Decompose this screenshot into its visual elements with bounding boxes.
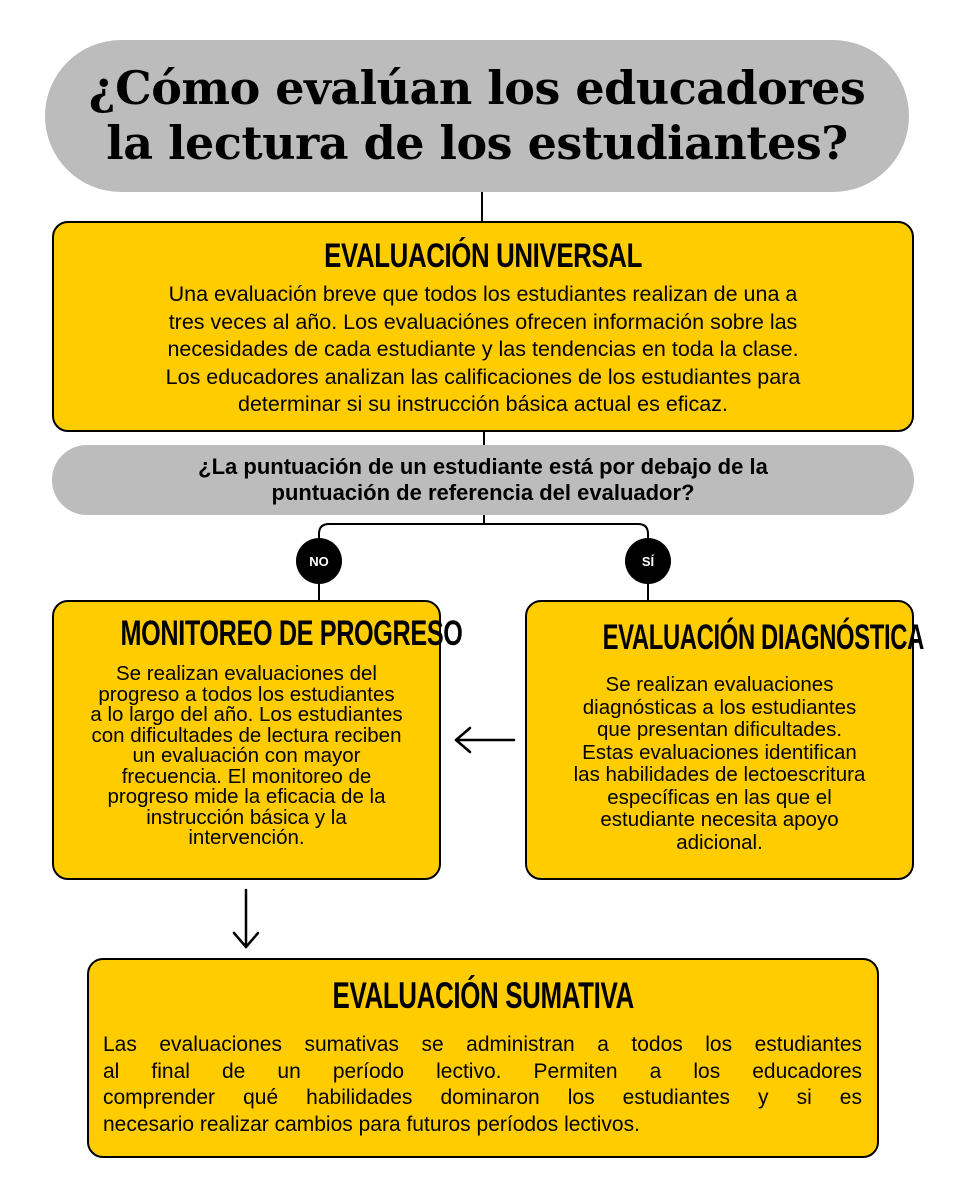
monitoreo-box — [52, 600, 463, 880]
monitoreo-text-line: progreso a todos los estudiantes — [98, 682, 395, 706]
sumativa-text-line: Las evaluaciones sumativas se administran a todos los estudiantes — [103, 1033, 862, 1056]
diagnostica-text-line: Se realizan evaluaciones — [605, 673, 834, 696]
monitoreo-text-line: intervención. — [188, 826, 305, 849]
universal-text-line: necesidades de cada estudiante y las tendencias en toda la clase. — [167, 337, 799, 361]
diagnostica-text-line: que presentan dificultades. — [596, 718, 843, 741]
monitoreo-text-line: Se realizan evaluaciones del — [116, 662, 377, 685]
universal-text-line: Los educadores analizan las calificaciones de los estudiantes para — [165, 364, 801, 389]
diagnostica-text-line: diagnósticas a los estudiantes — [582, 695, 857, 719]
title-line-2: la lectura de los estudiantes? — [106, 116, 848, 170]
sumativa-text-line: comprender qué habilidades dominaron los estudiantes y si es — [103, 1086, 862, 1109]
monitoreo-text-line: instrucción básica y la — [146, 805, 347, 829]
monitoreo-heading: MONITOREO DE PROGRESO — [120, 614, 463, 653]
diagnostica-text-line: adicional. — [676, 830, 763, 854]
arrow-down-icon — [234, 890, 258, 947]
connector-branch — [319, 524, 648, 547]
diagnostica-box — [525, 600, 924, 880]
universal-text-line: Una evaluación breve que todos los estudiantes realizan de una a — [168, 282, 798, 306]
diagnostica-text-line: las habilidades de lectoescritura — [573, 763, 866, 786]
universal-text-line: tres veces al año. Los evaluaciónes ofrecen información sobre las — [168, 309, 798, 334]
sumativa-text-line: al final de un período lectivo. Permiten a los educadores — [103, 1059, 862, 1083]
monitoreo-text-line: frecuencia. El monitoreo de — [121, 764, 372, 788]
diagnostica-text-line: estudiante necesita apoyo — [600, 808, 839, 831]
sumativa-text-line: necesario realizar cambios para futuros períodos lectivos. — [103, 1112, 640, 1136]
decision-question — [52, 445, 914, 515]
monitoreo-text-line: a lo largo del año. Los estudiantes — [90, 703, 403, 726]
diagnostica-text-line: Estas evaluaciones identifican — [582, 740, 857, 764]
sumativa-box — [87, 958, 879, 1158]
title-line-1: ¿Cómo evalúan los educadores — [88, 61, 866, 115]
monitoreo-text-line: progreso mide la eficacia de la — [107, 785, 386, 808]
diagnostica-heading: EVALUACIÓN DIAGNÓSTICA — [602, 618, 924, 657]
title-banner — [45, 40, 909, 192]
arrow-left-icon — [456, 728, 514, 752]
diagnostica-text-line: específicas en las que el — [607, 785, 832, 809]
universal-heading: EVALUACIÓN UNIVERSAL — [324, 237, 642, 275]
question-line-2: puntuación de referencia del evaluador? — [271, 480, 695, 505]
no-badge: NO — [296, 538, 342, 584]
monitoreo-text-line: con dificultades de lectura reciben — [91, 723, 402, 747]
universal-text-line: determinar si su instrucción básica actual es eficaz. — [238, 392, 728, 416]
universal-box — [52, 221, 914, 432]
si-badge: SÍ — [625, 538, 671, 584]
monitoreo-text-line: un evaluación con mayor — [132, 744, 361, 767]
question-line-1: ¿La puntuación de un estudiante está por debajo de la — [198, 454, 768, 479]
sumativa-heading: EVALUACIÓN SUMATIVA — [332, 975, 634, 1016]
